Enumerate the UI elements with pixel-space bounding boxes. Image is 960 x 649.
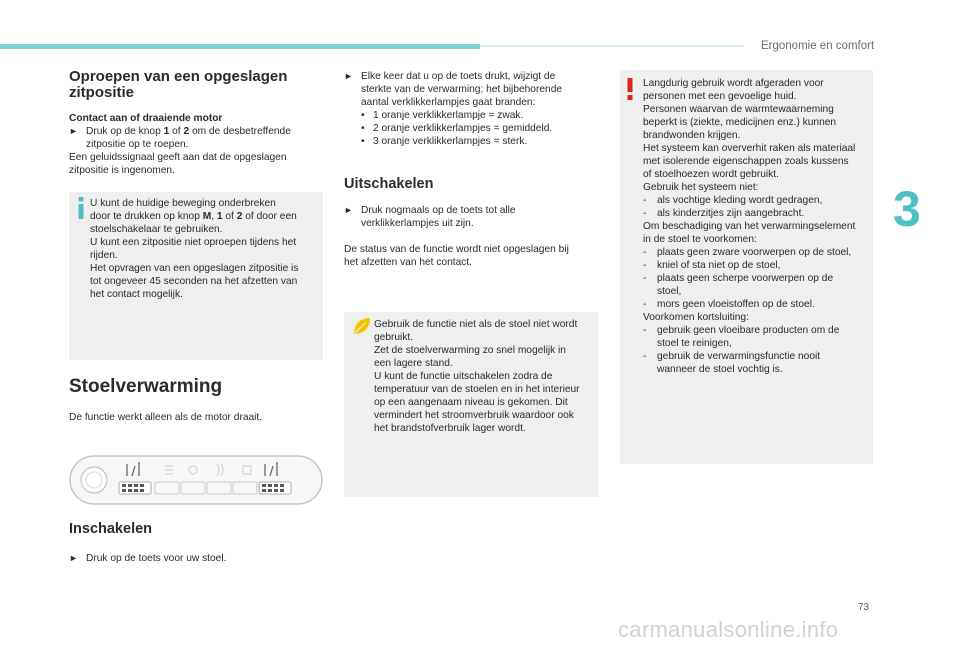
info-icon: [76, 197, 86, 219]
info-text-recall: U kunt de huidige beweging onderbreken door te drukken op knop M, 1 of 2 of door een stoelschakelaar te gebruiken. U kunt een zitpositie niet oproepen tijdens het rijden. Het opvragen van een opgeslagen zitpositie is tot ongeveer 45 seconden na het afzetten van het contact mogelijk.: [90, 198, 299, 300]
chapter-number: 3: [893, 181, 921, 237]
arrow-right-icon: ►: [344, 205, 353, 215]
arrow-right-icon: ►: [69, 553, 78, 563]
section-title: Ergonomie en comfort: [761, 40, 875, 52]
switch-off-text: ► Druk nogmaals op de toets tot alle verklikkerlampjes uit zijn.: [344, 205, 516, 229]
leaf-icon: [352, 316, 372, 336]
heading-switch-on: Inschakelen: [69, 521, 153, 537]
arrow-right-icon: ►: [344, 71, 353, 81]
arrow-right-icon: ►: [69, 126, 78, 136]
watermark: carmanualsonline.info: [618, 617, 839, 642]
heating-levels-text: ► Elke keer dat u op de toets drukt, wijzigt de sterkte van de verwarming; het bijbehorende aantal verklikkerlampjes gaat branden: • 1 oranje verklikkerlampje = zwak. • 2 oranje verklikkerlampjes = gemiddeld. • 3 oranje verklikkerlampjes = sterk.: [344, 71, 563, 147]
seat-heating-panel-illustration: [69, 450, 323, 515]
seat-heating-text: De functie werkt alleen als de motor draait.: [69, 412, 263, 423]
heading-switch-off: Uitschakelen: [344, 176, 434, 192]
header-line: [480, 45, 744, 47]
eco-tip-text: Gebruik de functie niet als de stoel niet wordt gebruikt. Zet de stoelverwarming zo snel mogelijk in een lagere stand. U kunt de functie uitschakelen zodra de temperatuur van de stoelen en in het interieur op een aangenaam niveau is gekomen. Dit vermindert het stroomverbruik waardoor ook het brandstofverbruik lager wordt.: [374, 319, 580, 434]
status-not-saved-text: De status van de functie wordt niet opgeslagen bij het afzetten van het contact.: [344, 244, 569, 268]
switch-on-text: ► Druk op de toets voor uw stoel.: [69, 553, 227, 564]
header-accent-bar: [0, 44, 480, 49]
page-number: 73: [858, 602, 870, 613]
heading-recall-position: Oproepen van een opgeslagen zitpositie: [69, 68, 288, 101]
heading-seat-heating: Stoelverwarming: [69, 376, 223, 397]
warning-text: Langdurig gebruik wordt afgeraden voor personen met een gevoelige huid. Personen waarvan de warmtewaarneming beperkt is (ziekte, medicijnen enz.) kunnen brandwonden krijgen. Het systeem kan oververhit raken als materiaal met isolerende eigenschappen zoals kussens of stoelhoezen wordt gebruikt. Gebruik het systeem niet: - als vochtige kleding wordt gedragen, - als kinderzitjes zijn aangebracht. Om beschadiging van het verwarmingselement in de stoel te voorkomen: - plaats geen zware voorwerpen op de stoel, - kniel of sta niet op de stoel, - plaats geen scherpe voorwerpen op de stoel, - mors geen vloeistoffen op de stoel. Voorkomen kortsluiting: - gebruik geen vloeibare producten om de stoel te reinigen, - gebruik de verwarmingsfunctie nooit wanneer de stoel vochtig is.: [643, 78, 856, 375]
recall-instructions: Contact aan of draaiende motor ► Druk op de knop 1 of 2 om de desbetreffende zitpositie op te roepen. Een geluidssignaal geeft aan dat de opgeslagen zitpositie is ingenomen.: [69, 113, 291, 176]
warning-exclamation-icon: [625, 78, 635, 100]
